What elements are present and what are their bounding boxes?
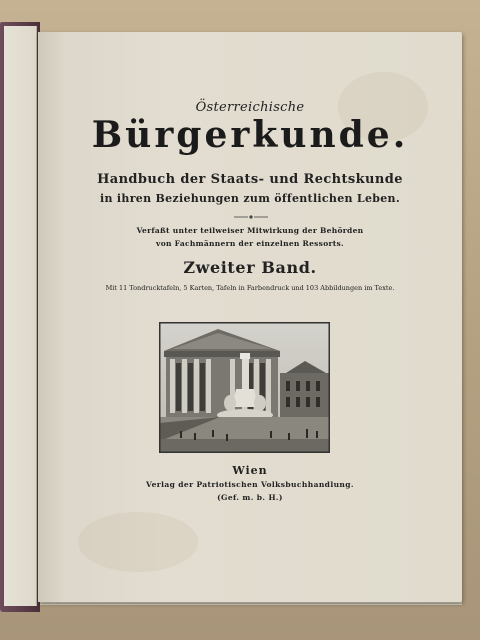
kicker-title: Österreichische bbox=[195, 100, 305, 115]
ornament-divider-icon bbox=[234, 214, 268, 220]
parliament-photo bbox=[159, 322, 330, 453]
illustrations-note: Mit 11 Tondrucktafeln, 5 Karten, Tafeln in Farbendruck und 103 Abbildungen im Texte. bbox=[105, 284, 395, 292]
author-note-line-2: von Fachmännern der einzelnen Ressorts. bbox=[156, 239, 344, 248]
publisher-city: Wien bbox=[232, 464, 268, 477]
publisher-legal-form: (Gef. m. b. H.) bbox=[217, 493, 283, 502]
volume-title: Zweiter Band. bbox=[183, 258, 317, 277]
subtitle-line-1: Handbuch der Staats- und Rechtskunde bbox=[97, 172, 403, 187]
paper-stain bbox=[78, 512, 198, 572]
title-page bbox=[38, 32, 462, 602]
publisher-name: Verlag der Patriotischen Volksbuchhandlung. bbox=[146, 480, 354, 489]
author-note-line-1: Verfaßt unter teilweiser Mitwirkung der Behörden bbox=[136, 226, 364, 235]
main-title: Bürgerkunde. bbox=[91, 114, 409, 156]
open-book bbox=[0, 20, 478, 624]
parliament-building-image bbox=[160, 323, 329, 452]
flyleaf-page bbox=[4, 26, 37, 606]
subtitle-line-2: in ihren Beziehungen zum öffentlichen Leben. bbox=[100, 192, 400, 205]
